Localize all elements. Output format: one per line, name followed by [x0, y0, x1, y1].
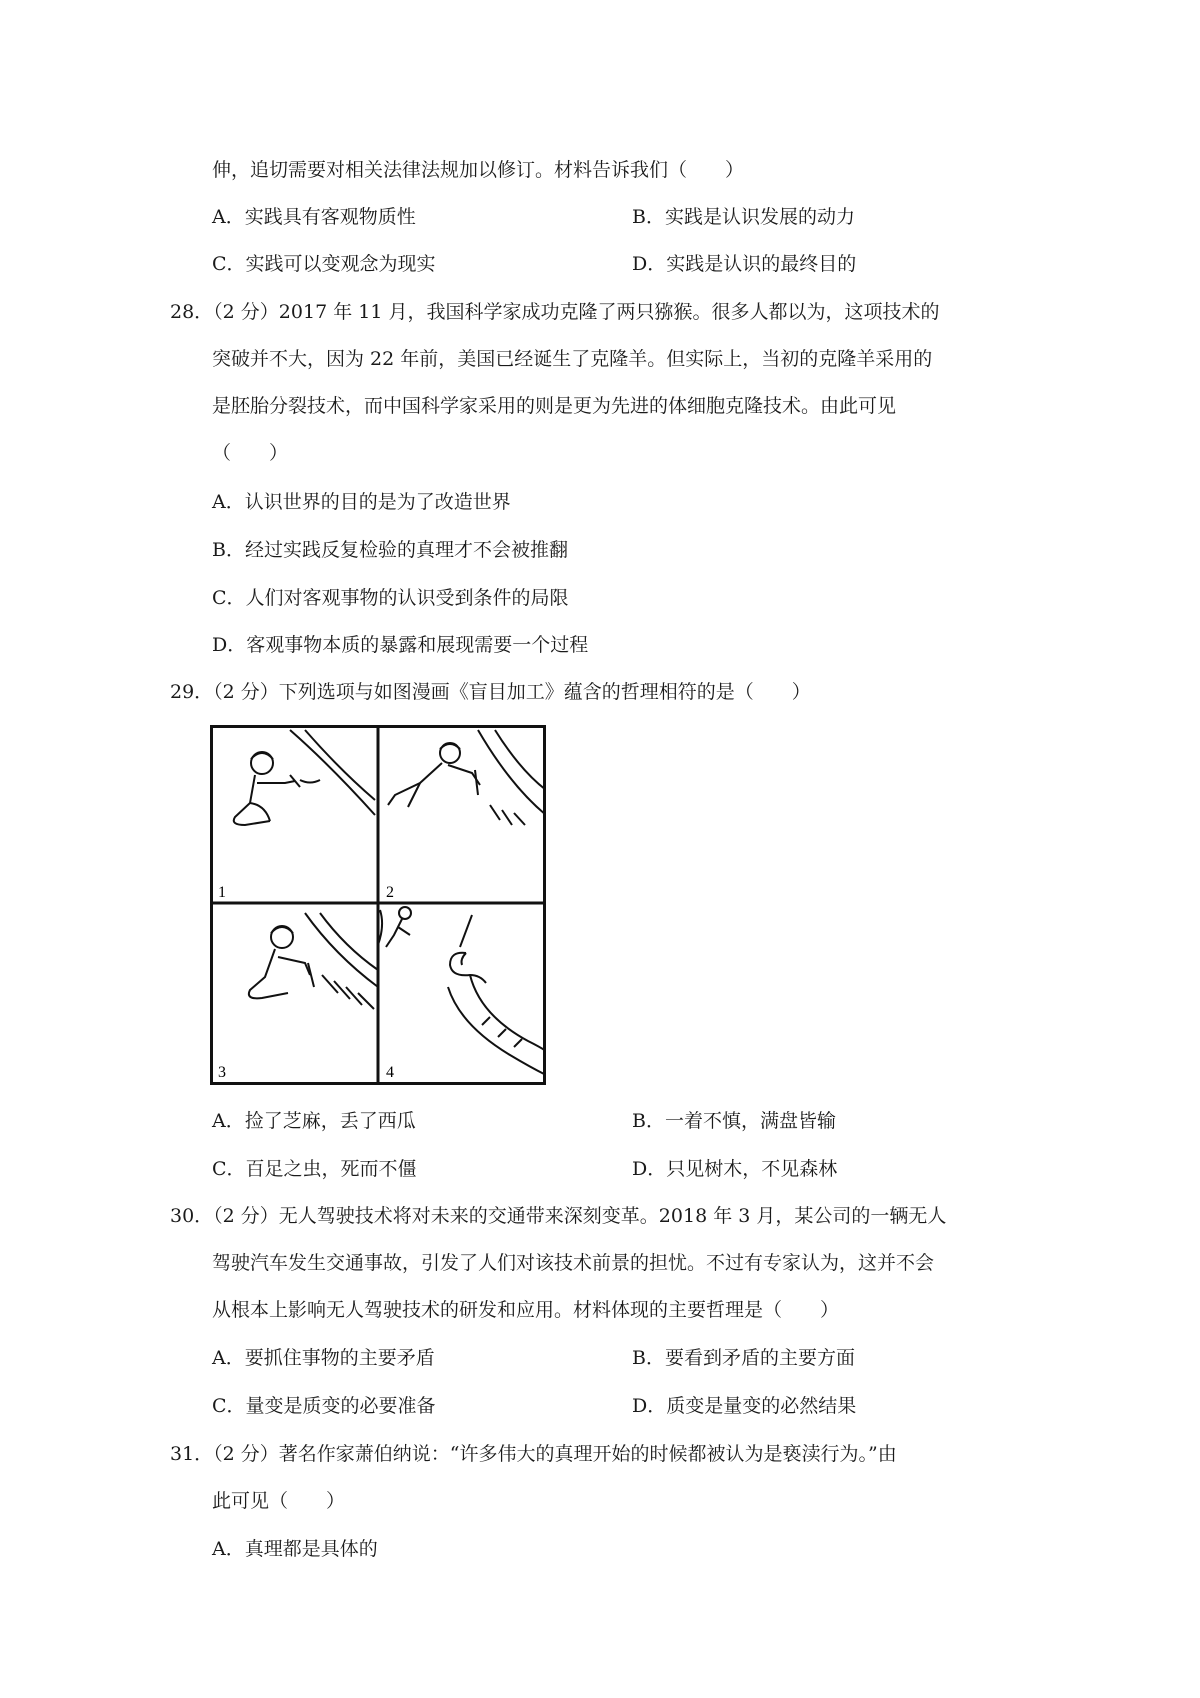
option-b: B．一着不慎，满盘皆输 [632, 1110, 836, 1132]
option-c: C．实践可以变观念为现实 [212, 253, 436, 275]
question-31-line-1: 31．（2 分）著名作家萧伯纳说：“许多伟大的真理开始的时候都被认为是亵渎行为。”由 [170, 1443, 897, 1465]
comic-panel-4 [378, 907, 546, 1075]
question-28-line-1: 28．（2 分）2017 年 11 月，我国科学家成功克隆了两只猕猴。很多人都以为，这项技术的 [170, 301, 940, 323]
comic-panel-1 [234, 730, 375, 825]
comic-panel-number: 3 [218, 1064, 226, 1081]
option-b: B．实践是认识发展的动力 [632, 206, 855, 228]
question-text-line: 伸，追切需要对相关法律法规加以修订。材料告诉我们（ ） [212, 159, 745, 181]
option-b: B．要看到矛盾的主要方面 [632, 1347, 855, 1369]
option-c: C．人们对客观事物的认识受到条件的局限 [212, 587, 569, 609]
question-28-line-2: 突破并不大，因为 22 年前，美国已经诞生了克隆羊。但实际上，当初的克隆羊采用的 [212, 348, 933, 370]
option-a: A．认识世界的目的是为了改造世界 [212, 491, 511, 513]
question-30-line-2: 驾驶汽车发生交通事故，引发了人们对该技术前景的担忧。不过有专家认为，这并不会 [212, 1252, 935, 1274]
option-a: A．真理都是具体的 [212, 1538, 378, 1560]
comic-blind-processing [210, 725, 546, 1085]
comic-panel-3 [249, 913, 378, 1009]
option-d: D．只见树木，不见森林 [632, 1158, 838, 1180]
question-28-line-3: 是胚胎分裂技术，而中国科学家采用的则是更为先进的体细胞克隆技术。由此可见 [212, 395, 897, 417]
comic-panel-number: 4 [386, 1064, 394, 1081]
option-a: A．捡了芝麻，丢了西瓜 [212, 1110, 416, 1132]
option-a: A．要抓住事物的主要矛盾 [212, 1347, 435, 1369]
option-d: D．实践是认识的最终目的 [632, 253, 857, 275]
question-30-line-1: 30．（2 分）无人驾驶技术将对未来的交通带来深刻变革。2018 年 3 月，某公司的一辆无人 [170, 1205, 947, 1227]
option-d: D．客观事物本质的暴露和展现需要一个过程 [212, 634, 589, 656]
comic-panel-number: 1 [218, 884, 226, 901]
question-30-line-3: 从根本上影响无人驾驶技术的研发和应用。材料体现的主要哲理是（ ） [212, 1299, 840, 1321]
question-29-line-1: 29．（2 分）下列选项与如图漫画《盲目加工》蕴含的哲理相符的是（ ） [170, 681, 811, 703]
option-c: C．量变是质变的必要准备 [212, 1395, 436, 1417]
question-28-line-4: （ ） [212, 442, 289, 464]
option-b: B．经过实践反复检验的真理才不会被推翻 [212, 539, 568, 561]
question-31-line-2: 此可见（ ） [212, 1490, 346, 1512]
option-c: C．百足之虫，死而不僵 [212, 1158, 417, 1180]
option-d: D．质变是量变的必然结果 [632, 1395, 857, 1417]
option-a: A．实践具有客观物质性 [212, 206, 416, 228]
comic-panel-2 [388, 730, 546, 825]
comic-panel-number: 2 [386, 884, 394, 901]
